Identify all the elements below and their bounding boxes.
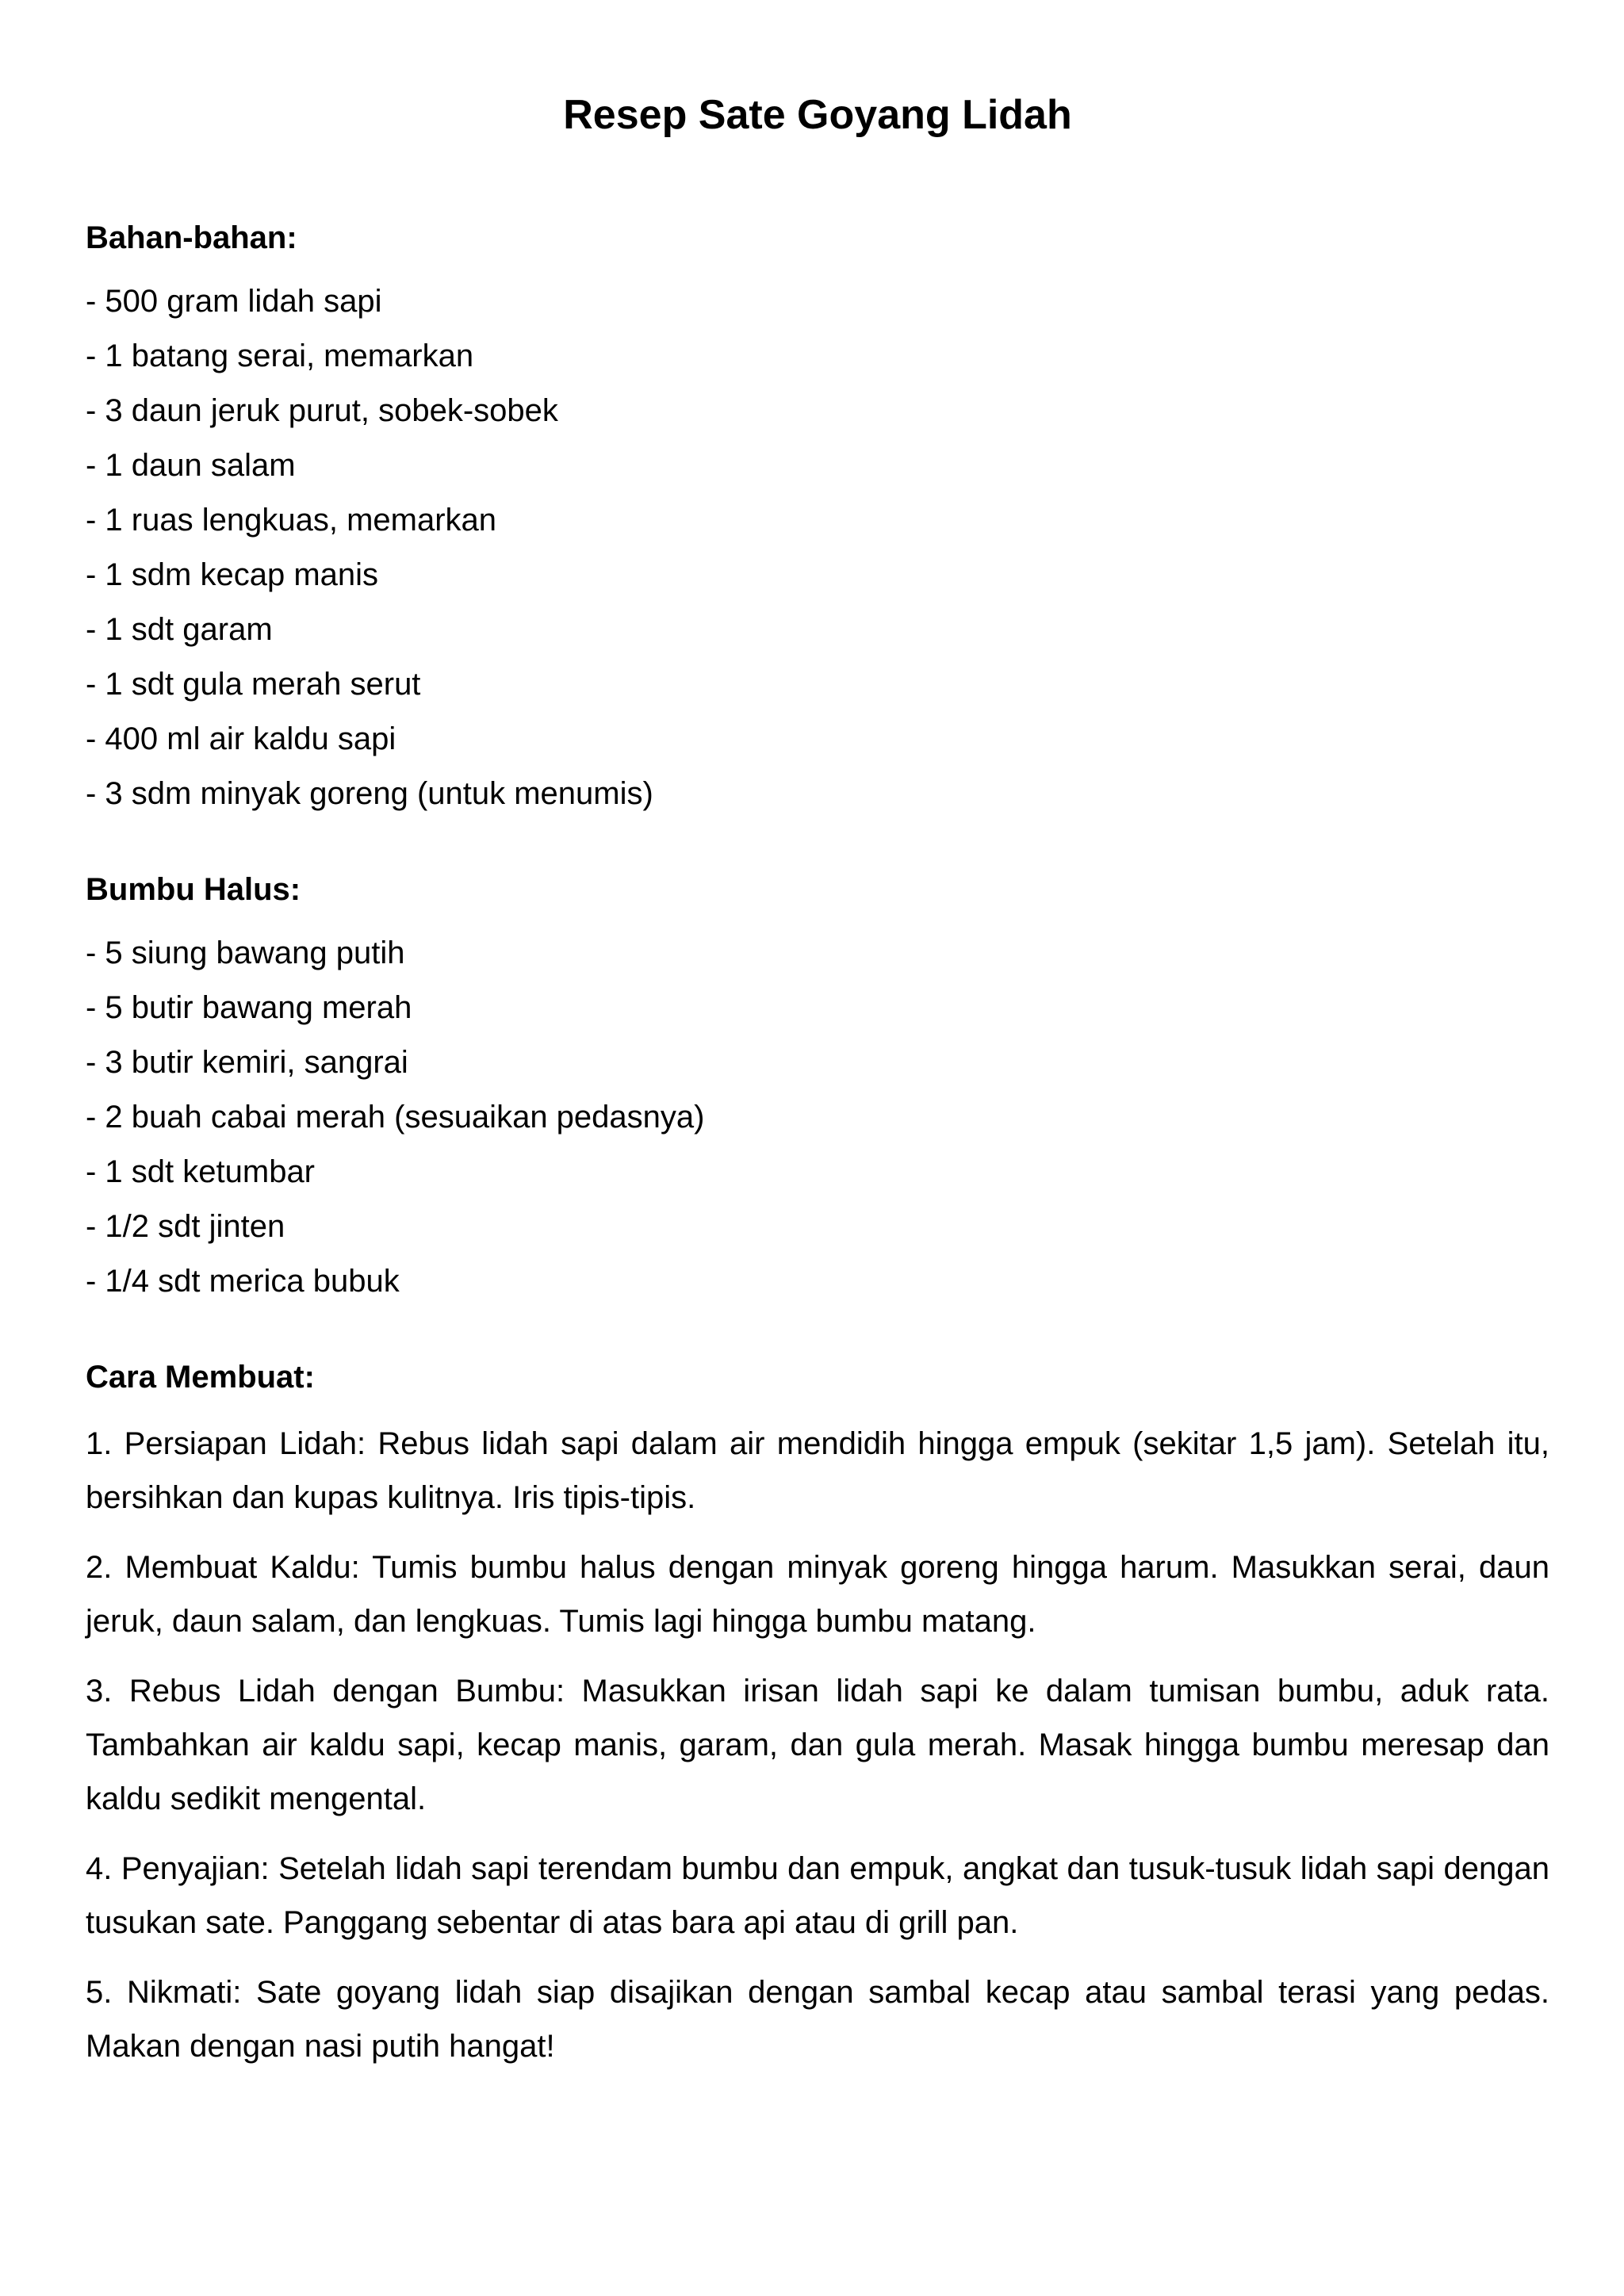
instruction-step: 3. Rebus Lidah dengan Bumbu: Masukkan irisan lidah sapi ke dalam tumisan bumbu, aduk rata. Tambahkan air kaldu sapi, kecap manis, garam, dan gula merah. Masak hingga bumbu meresap dan kaldu sedikit mengental.: [86, 1674, 1549, 1816]
ingredient-item: - 3 sdm minyak goreng (untuk menumis): [86, 776, 653, 811]
instruction-step: 1. Persiapan Lidah: Rebus lidah sapi dalam air mendidih hingga empuk (sekitar 1,5 jam). Setelah itu, bersihkan dan kupas kulitnya. Iris tipis-tipis.: [86, 1426, 1549, 1515]
section-heading-bumbu: Bumbu Halus:: [86, 872, 301, 907]
section-heading-bahan: Bahan-bahan:: [86, 220, 297, 255]
ingredient-list-bahan: [86, 274, 1549, 821]
ingredient-item: - 1 ruas lengkuas, memarkan: [86, 503, 497, 538]
section-heading-cara: Cara Membuat:: [86, 1360, 315, 1395]
ingredient-list-bumbu: [86, 926, 1549, 1309]
instruction-step: 5. Nikmati: Sate goyang lidah siap disajikan dengan sambal kecap atau sambal terasi yang pedas. Makan dengan nasi putih hangat!: [86, 1975, 1549, 2064]
instruction-step: 2. Membuat Kaldu: Tumis bumbu halus dengan minyak goreng hingga harum. Masukkan serai, daun jeruk, daun salam, dan lengkuas. Tumis lagi hingga bumbu matang.: [86, 1550, 1549, 1639]
spice-item: - 2 buah cabai merah (sesuaikan pedasnya): [86, 1100, 705, 1135]
page-title: Resep Sate Goyang Lidah: [563, 92, 1072, 138]
ingredient-item: - 1 daun salam: [86, 448, 296, 483]
instruction-step: 4. Penyajian: Setelah lidah sapi terendam bumbu dan empuk, angkat dan tusuk-tusuk lidah sapi dengan tusukan sate. Panggang sebentar di atas bara api atau di grill pan.: [86, 1851, 1549, 1940]
spice-item: - 1 sdt ketumbar: [86, 1154, 316, 1189]
ingredient-item: - 1 sdt garam: [86, 612, 273, 647]
ingredient-item: - 1 sdt gula merah serut: [86, 667, 421, 702]
ingredient-item: - 1 batang serai, memarkan: [86, 339, 474, 373]
ingredient-item: - 400 ml air kaldu sapi: [86, 721, 396, 756]
spice-item: - 5 butir bawang merah: [86, 990, 412, 1025]
ingredient-item: - 3 daun jeruk purut, sobek-sobek: [86, 393, 558, 428]
ingredient-item: - 1 sdm kecap manis: [86, 557, 379, 592]
spice-item: - 1/4 sdt merica bubuk: [86, 1264, 400, 1299]
spice-item: - 5 siung bawang putih: [86, 936, 405, 970]
spice-item: - 1/2 sdt jinten: [86, 1209, 285, 1244]
document-page: [86, 87, 1549, 2089]
instruction-steps: [86, 1417, 1549, 2073]
ingredient-item: - 500 gram lidah sapi: [86, 284, 382, 319]
spice-item: - 3 butir kemiri, sangrai: [86, 1045, 408, 1080]
